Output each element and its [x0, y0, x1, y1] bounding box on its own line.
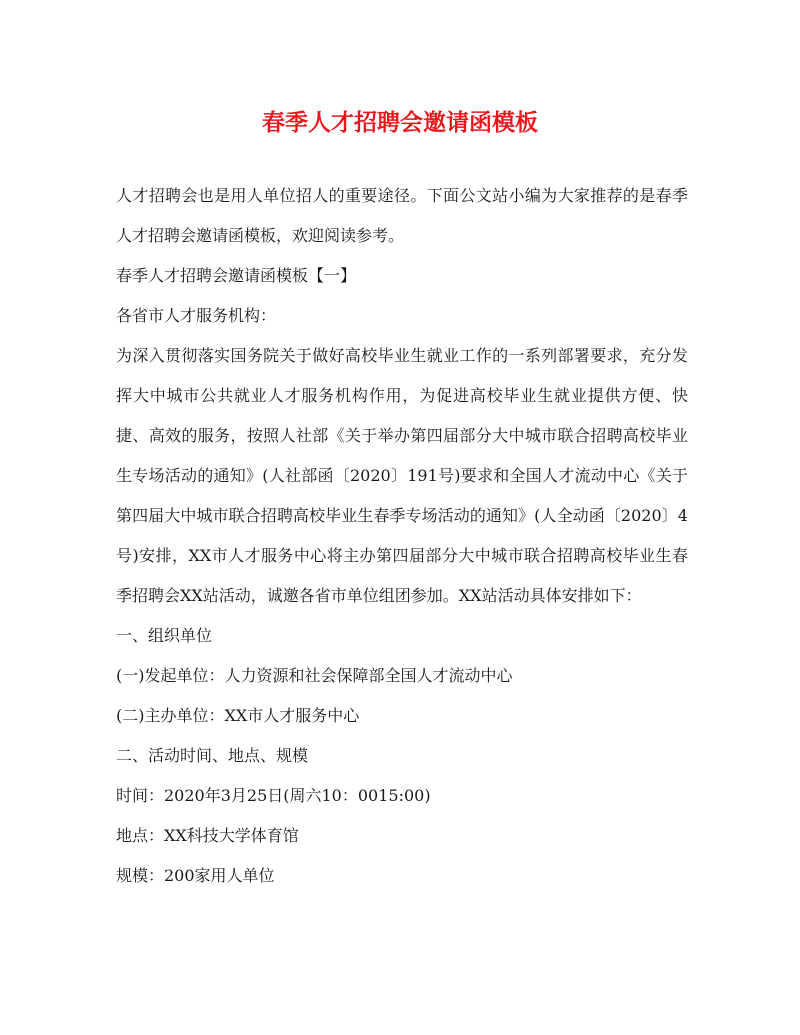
document-title: 春季人才招聘会邀请函模板 — [262, 109, 538, 136]
event-time: 时间：2020年3月25日(周六10：0015:00) — [116, 786, 431, 805]
heading-time-place-scale: 二、活动时间、地点、规模 — [116, 746, 309, 765]
salutation: 各省市人才服务机构： — [116, 306, 277, 325]
heading-organizers: 一、组织单位 — [116, 626, 213, 645]
intro-paragraph: 人才招聘会也是用人单位招人的重要途径。下面公文站小编为大家推荐的是春季人才招聘会邀请函模板，欢迎阅读参考。 — [116, 186, 688, 245]
main-paragraph: 为深入贯彻落实国务院关于做好高校毕业生就业工作的一系列部署要求，充分发挥大中城市公共就业人才服务机构作用，为促进高校毕业生就业提供方便、快捷、高效的服务，按照人社部《关于举办第四届部分大中城市联合招聘高校毕业生专场活动的通知》(人社部函〔2020〕191号)要求和全国人才流动中心《关于第四届大中城市联合招聘高校毕业生春季专场活动的通知》(人全动函〔2020〕4号)安排，XX市人才服务中心将主办第四届部分大中城市联合招聘高校毕业生春季招聘会XX站活动，诚邀各省市单位组团参加。XX站活动具体安排如下： — [116, 346, 688, 605]
hosting-unit: (二)主办单位：XX市人才服务中心 — [116, 706, 360, 725]
document-body — [116, 176, 688, 896]
event-location: 地点：XX科技大学体育馆 — [116, 826, 299, 845]
section-heading: 春季人才招聘会邀请函模板【一】 — [116, 266, 357, 285]
event-scale: 规模：200家用人单位 — [116, 866, 275, 885]
initiating-unit: (一)发起单位：人力资源和社会保障部全国人才流动中心 — [116, 666, 513, 685]
